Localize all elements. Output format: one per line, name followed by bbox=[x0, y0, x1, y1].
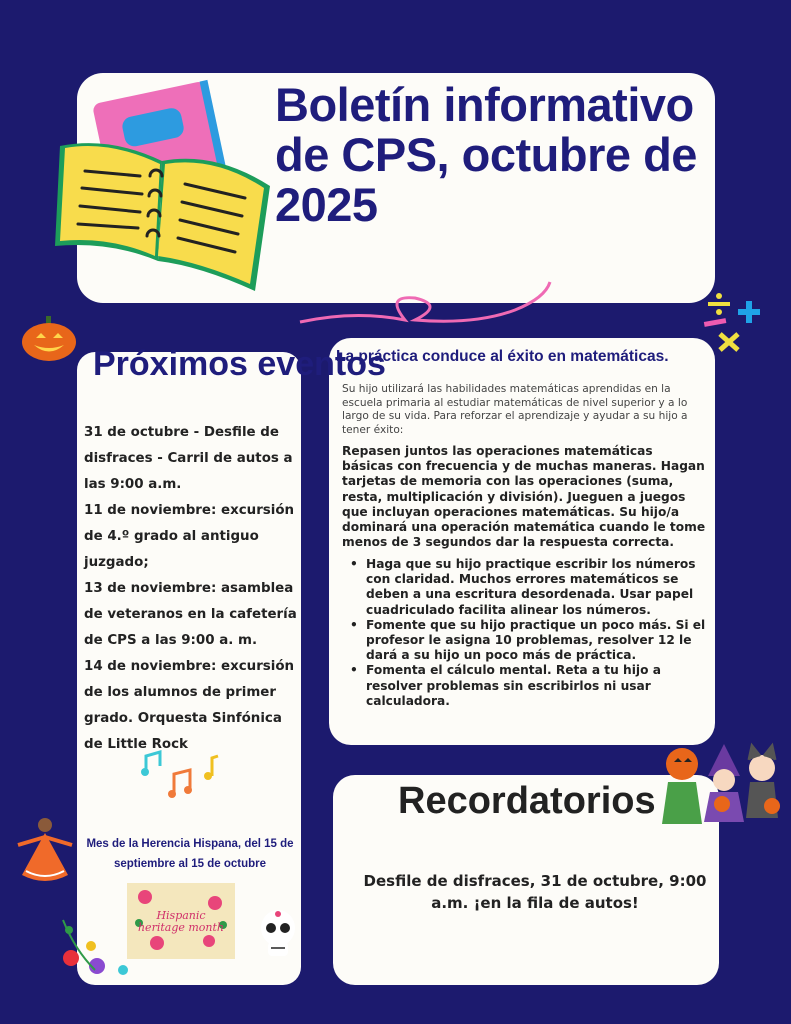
sugar-skull-icon bbox=[258, 906, 298, 960]
notebook-illustration bbox=[50, 76, 275, 296]
math-tips-list bbox=[348, 557, 710, 709]
math-intro: Su hijo utilizará las habilidades matemáticas aprendidas en la escuela primaria al estudiar matemáticas de nivel superior y a lo largo de su vida. Para reforzar el aprendizaje y ayudar a su hijo a tener éxito: bbox=[342, 383, 688, 436]
reminders-heading: Recordatorios bbox=[398, 780, 656, 822]
event-item: 13 de noviembre: asamblea de veteranos en la cafetería de CPS a las 9:00 a. m. bbox=[84, 581, 297, 648]
event-item: 31 de octubre - Desfile de disfraces - Carril de autos a las 9:00 a.m. bbox=[84, 425, 293, 492]
svg-text:heritage month: heritage month bbox=[137, 921, 225, 934]
math-heading: La práctica conduce al éxito en matemáticas. bbox=[336, 348, 669, 365]
flowers-decoration bbox=[55, 910, 145, 982]
pumpkin-icon bbox=[20, 314, 78, 362]
newsletter-title: Boletín informativo de CPS, octubre de 2025 bbox=[275, 78, 697, 231]
event-item: 14 de noviembre: excursión de los alumnos de primer grado. Orquesta Sinfónica de Little Rock bbox=[84, 659, 295, 752]
halloween-kids-illustration bbox=[652, 742, 790, 830]
dancer-illustration bbox=[14, 815, 76, 891]
list-item: • Haga que su hijo practique escribir los números con claridad. Muchos errores matemáticos se deben a una escritura desordenada. Usar papel cuadriculado facilita alinear los números. bbox=[348, 557, 710, 618]
ribbon-decoration bbox=[295, 280, 555, 340]
list-item: • Fomenta el cálculo mental. Reta a tu hijo a resolver problemas sin escribirlos ni usar calculadora. bbox=[348, 663, 710, 709]
math-tips-paragraph: Repasen juntos las operaciones matemáticas básicas con frecuencia y de muchas maneras. Hagan tarjetas de memoria con las operaciones (suma, resta, multiplicación y división). Jueguen a juegos que incluyan operaciones matemáticas. Su hijo/a dominará una operación matemática cuando le tome menos de 3 segundos dar la respuesta correcta. bbox=[342, 444, 706, 550]
list-item: • Fomente que su hijo practique un poco más. Si el profesor le asigna 10 problemas, resolver 12 le dará a su hijo un poco más de práctica. bbox=[348, 618, 710, 664]
svg-text:Hispanic: Hispanic bbox=[156, 909, 206, 922]
reminders-text: Desfile de disfraces, 31 de octubre, 9:00 a.m. ¡en la fila de autos! bbox=[363, 872, 707, 912]
events-list bbox=[84, 420, 298, 758]
music-notes-icon bbox=[140, 750, 225, 802]
event-item: 11 de noviembre: excursión de 4.º grado al antiguo juzgado; bbox=[84, 503, 295, 570]
heritage-month-text: Mes de la Herencia Hispana, del 15 de septiembre al 15 de octubre bbox=[86, 838, 294, 870]
events-heading: Próximos eventos bbox=[93, 345, 386, 383]
